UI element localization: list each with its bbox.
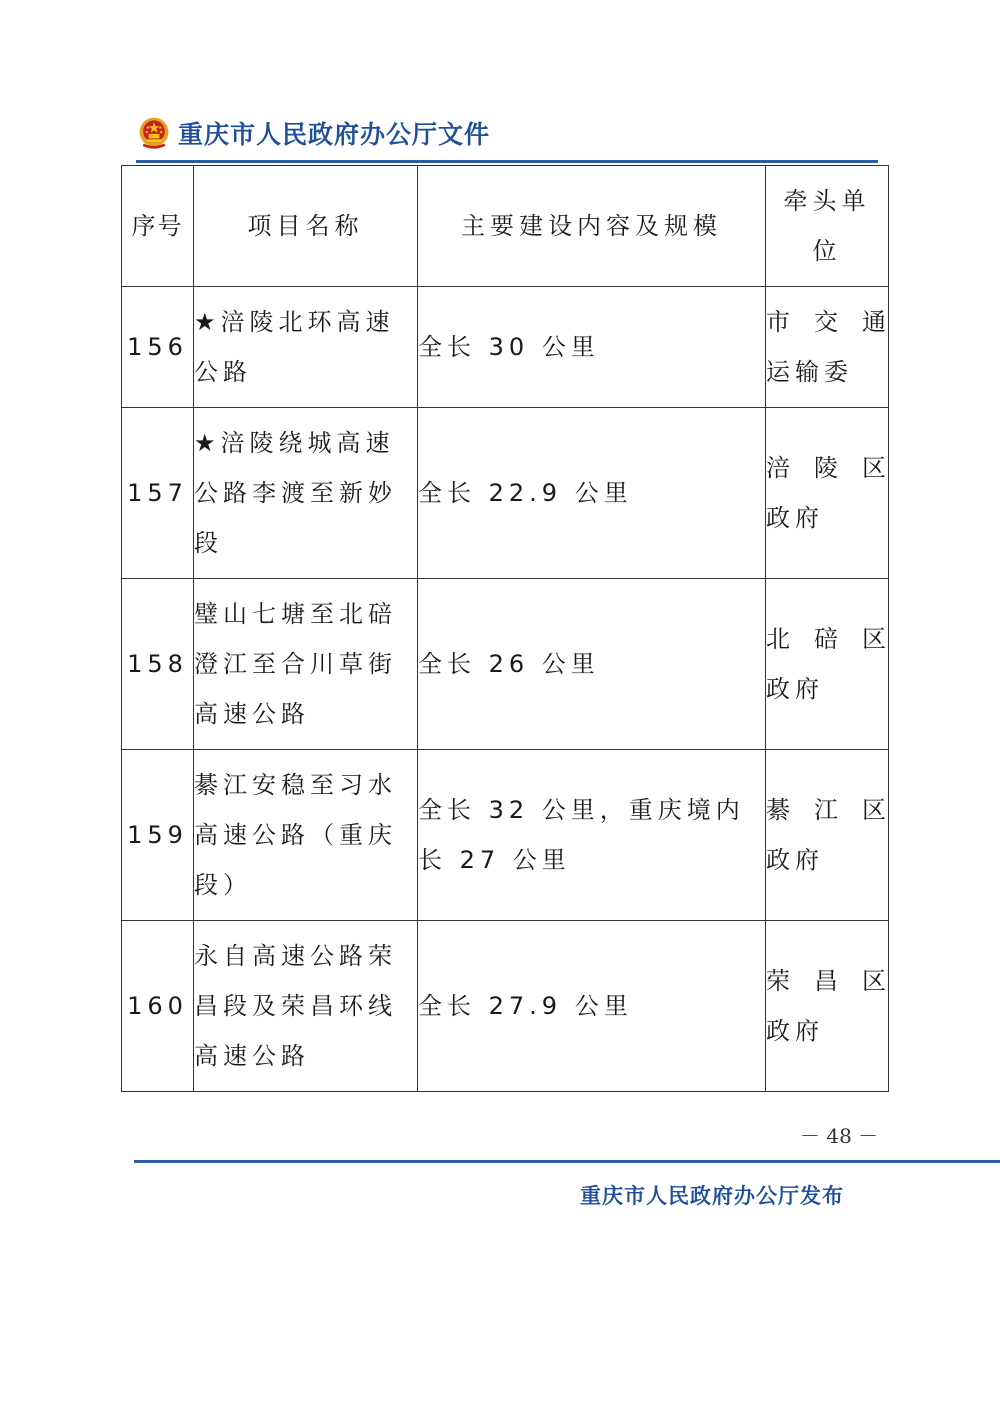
row-content: 全长 30 公里 [418,287,766,408]
table-row [122,579,889,750]
page-number: － 48 － [800,1124,879,1148]
row-content: 全长 22.9 公里 [418,408,766,579]
table-row [122,750,889,921]
row-content: 全长 27.9 公里 [418,921,766,1092]
row-unit-line1: 涪陵区 [766,454,888,482]
row-unit [766,579,889,750]
document-header [136,112,490,154]
row-unit [766,287,889,408]
header-title: 重庆市人民政府办公厅文件 [178,120,491,149]
row-unit-line1: 綦江区 [766,796,888,824]
row-unit-line2: 政府 [766,675,824,703]
row-unit-line2: 政府 [766,846,824,874]
row-project-name: ★涪陵北环高速公路 [194,287,418,408]
row-unit [766,921,889,1092]
table-row [122,287,889,408]
row-seq: 158 [122,579,194,750]
row-seq: 157 [122,408,194,579]
row-unit-line2: 政府 [766,504,824,532]
table-row [122,921,889,1092]
projects-table [121,165,889,1092]
row-unit [766,750,889,921]
header-unit [766,166,889,287]
header-divider [136,160,878,163]
header-name: 项目名称 [194,166,418,287]
row-content: 全长 26 公里 [418,579,766,750]
header-unit-line2: 位 [812,237,842,265]
row-project-name: ★涪陵绕城高速公路李渡至新妙段 [194,408,418,579]
row-project-name: 璧山七塘至北碚澄江至合川草街高速公路 [194,579,418,750]
row-unit-line1: 市交通 [766,308,888,336]
row-content: 全长 32 公里，重庆境内长 27 公里 [418,750,766,921]
row-project-name: 綦江安稳至习水高速公路（重庆段） [194,750,418,921]
row-unit-line1: 荣昌区 [766,967,888,995]
row-seq: 159 [122,750,194,921]
header-content: 主要建设内容及规模 [418,166,766,287]
row-unit-line2: 运输委 [766,358,853,386]
table-header-row [122,166,889,287]
header-unit-line1: 牵头单 [783,187,871,215]
row-unit-line1: 北碚区 [766,625,888,653]
row-seq: 156 [122,287,194,408]
row-unit-line2: 政府 [766,1017,824,1045]
row-unit [766,408,889,579]
row-project-name: 永自高速公路荣昌段及荣昌环线高速公路 [194,921,418,1092]
header-seq: 序号 [122,166,194,287]
row-seq: 160 [122,921,194,1092]
national-emblem-icon [136,115,172,151]
footer-divider [134,1160,1000,1163]
table-row [122,408,889,579]
footer-publisher: 重庆市人民政府办公厅发布 [580,1183,844,1208]
